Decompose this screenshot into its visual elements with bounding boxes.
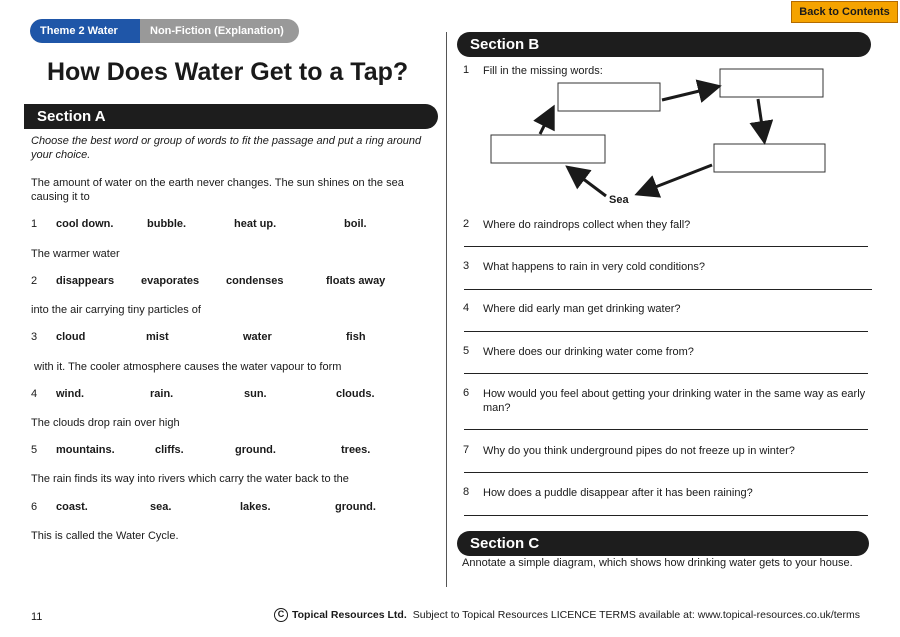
item-number: 2 xyxy=(31,275,38,287)
passage-line: The clouds drop rain over high xyxy=(31,417,180,429)
option-5d[interactable]: trees. xyxy=(341,444,371,456)
option-5b[interactable]: cliffs. xyxy=(155,444,184,456)
answer-line[interactable] xyxy=(464,429,868,430)
question-number: 6 xyxy=(463,387,470,399)
answer-line[interactable] xyxy=(464,331,868,332)
question-number: 3 xyxy=(463,260,470,272)
section-c-text: Annotate a simple diagram, which shows how drinking water gets to your house. xyxy=(462,557,853,569)
diagram-box-top-left[interactable] xyxy=(558,83,660,111)
option-4a[interactable]: wind. xyxy=(56,388,85,400)
item-number: 4 xyxy=(31,388,38,400)
option-6c[interactable]: lakes. xyxy=(240,501,271,513)
section-a-instruction: Choose the best word or group of words to fit the passage and put a ring around your choice. xyxy=(31,135,422,161)
option-2d[interactable]: floats away xyxy=(326,275,386,287)
question-number: 1 xyxy=(463,64,470,76)
question-text: Why do you think underground pipes do not freeze up in winter? xyxy=(483,445,795,457)
answer-line[interactable] xyxy=(464,515,868,516)
option-1a[interactable]: cool down. xyxy=(56,218,114,230)
option-3d[interactable]: fish xyxy=(346,331,366,343)
option-2a[interactable]: disappears xyxy=(56,275,115,287)
water-cycle-diagram xyxy=(488,66,833,211)
question-text: Where do raindrops collect when they fall? xyxy=(483,219,691,231)
footer xyxy=(274,608,860,622)
option-3b[interactable]: mist xyxy=(146,331,169,343)
passage-line: The rain finds its way into rivers which carry the water back to the xyxy=(31,473,349,485)
option-5a[interactable]: mountains. xyxy=(56,444,115,456)
page-title: How Does Water Get to a Tap? xyxy=(47,58,409,86)
theme-pill xyxy=(30,19,299,43)
option-6d[interactable]: ground. xyxy=(335,501,376,513)
question-number: 2 xyxy=(463,218,470,230)
answer-line[interactable] xyxy=(464,289,872,290)
passage-intro: The amount of water on the earth never changes. The sun shines on the sea causing it to xyxy=(31,177,404,203)
item-number: 5 xyxy=(31,444,38,456)
sea-label: Sea xyxy=(609,194,629,206)
licence-text: Subject to Topical Resources LICENCE TERMS available at: www.topical-resources.co.uk/terms xyxy=(412,609,860,621)
passage-line: The warmer water xyxy=(31,248,120,260)
page-number: 11 xyxy=(31,611,43,623)
question-text: Where does our drinking water come from? xyxy=(483,346,694,358)
option-5c[interactable]: ground. xyxy=(235,444,276,456)
question-number: 8 xyxy=(463,486,470,498)
column-divider xyxy=(446,32,447,587)
arrow xyxy=(640,165,712,193)
item-number: 1 xyxy=(31,218,38,230)
diagram-box-right[interactable] xyxy=(714,144,825,172)
option-6a[interactable]: coast. xyxy=(56,501,88,513)
passage-line: This is called the Water Cycle. xyxy=(31,530,179,542)
back-to-contents-button[interactable]: Back to Contents xyxy=(791,1,898,23)
option-2c[interactable]: condenses xyxy=(226,275,284,287)
arrow xyxy=(758,99,764,139)
section-c-heading: Section C xyxy=(457,531,869,556)
question-number: 7 xyxy=(463,444,470,456)
option-1c[interactable]: heat up. xyxy=(234,218,277,230)
question-text: How does a puddle disappear after it has been raining? xyxy=(483,487,753,499)
passage-line: with it. The cooler atmosphere causes the water vapour to form xyxy=(31,361,342,373)
diagram-box-left[interactable] xyxy=(491,135,605,163)
section-a-heading: Section A xyxy=(24,104,438,129)
question-number: 5 xyxy=(463,345,470,357)
item-number: 6 xyxy=(31,501,38,513)
diagram-box-top-right[interactable] xyxy=(720,69,823,97)
arrow xyxy=(662,87,716,100)
question-text: Fill in the missing words: xyxy=(483,65,603,77)
option-1d[interactable]: boil. xyxy=(344,218,367,230)
option-4b[interactable]: rain. xyxy=(150,388,174,400)
answer-line[interactable] xyxy=(464,246,868,247)
question-text: Where did early man get drinking water? xyxy=(483,303,681,315)
question-number: 4 xyxy=(463,302,470,314)
arrow xyxy=(540,110,552,134)
option-3a[interactable]: cloud xyxy=(56,331,86,343)
publisher-name: Topical Resources Ltd. xyxy=(292,609,407,621)
passage-line: into the air carrying tiny particles of xyxy=(31,304,201,316)
arrow xyxy=(570,169,606,196)
option-4d[interactable]: clouds. xyxy=(336,388,375,400)
option-2b[interactable]: evaporates xyxy=(141,275,200,287)
question-text: What happens to rain in very cold conditions? xyxy=(483,261,705,273)
option-3c[interactable]: water xyxy=(243,331,272,343)
option-4c[interactable]: sun. xyxy=(244,388,267,400)
answer-line[interactable] xyxy=(464,373,868,374)
option-6b[interactable]: sea. xyxy=(150,501,172,513)
section-b-heading: Section B xyxy=(457,32,871,57)
copyright-icon: C xyxy=(274,608,288,622)
question-text: How would you feel about getting your drinking water in the same way as early man? xyxy=(483,388,866,414)
answer-line[interactable] xyxy=(464,472,868,473)
option-1b[interactable]: bubble. xyxy=(147,218,187,230)
genre-label: Non-Fiction (Explanation) xyxy=(150,25,284,37)
theme-label: Theme 2 Water xyxy=(30,19,140,43)
item-number: 3 xyxy=(31,331,38,343)
